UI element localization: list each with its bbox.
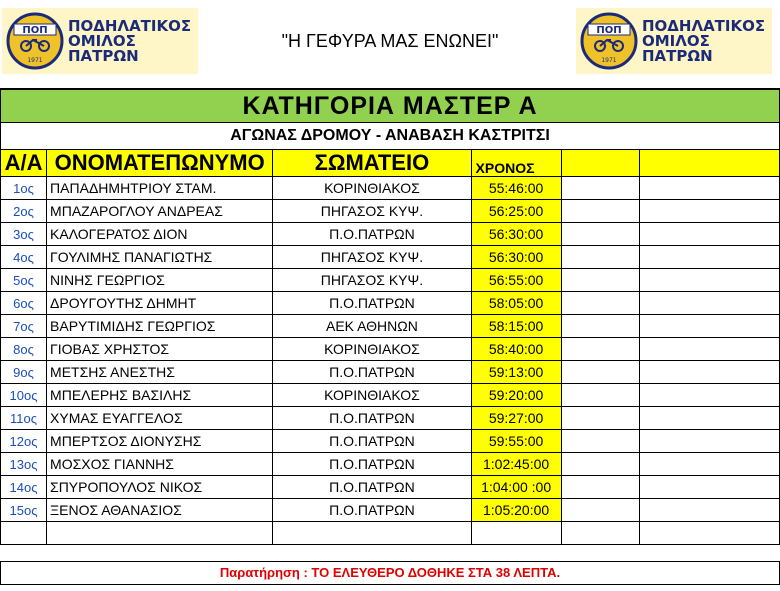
club-cell: ΚΟΡΙΝΘΙΑΚΟΣ (273, 384, 471, 407)
blank-cell (639, 476, 779, 499)
blank-cell (561, 522, 639, 545)
table-row (1, 407, 780, 430)
club-cell: ΚΟΡΙΝΘΙΑΚΟΣ (273, 338, 471, 361)
logo-line-2: ΟΜΙΛΟΣ (642, 31, 710, 50)
blank-cell (1, 522, 47, 545)
name-cell: ΓΙΟΒΑΣ ΧΡΗΣΤΟΣ (47, 338, 273, 361)
blank-cell (639, 315, 779, 338)
club-cell: Π.Ο.ΠΑΤΡΩΝ (273, 476, 471, 499)
name-cell: ΠΑΠΑΔΗΜΗΤΡΙΟΥ ΣΤΑΜ. (47, 177, 273, 200)
time-cell: 59:13:00 (471, 361, 561, 384)
name-cell: ΜΠΕΛΕΡΗΣ ΒΑΣΙΛΗΣ (47, 384, 273, 407)
blank-cell (639, 200, 779, 223)
table-row (1, 499, 780, 522)
club-cell: ΚΟΡΙΝΘΙΑΚΟΣ (273, 177, 471, 200)
blank-cell (639, 407, 779, 430)
time-cell: 56:30:00 (471, 246, 561, 269)
club-cell: Π.Ο.ΠΑΤΡΩΝ (273, 223, 471, 246)
rank-cell: 5ος (1, 269, 47, 292)
name-cell: ΜΕΤΣΗΣ ΑΝΕΣΤΗΣ (47, 361, 273, 384)
name-cell: ΜΠΑΖΑΡΟΓΛΟΥ ΑΝΔΡΕΑΣ (47, 200, 273, 223)
club-cell: ΑΕΚ ΑΘΗΝΩΝ (273, 315, 471, 338)
table-row (1, 269, 780, 292)
table-row (1, 315, 780, 338)
column-header-blank (639, 150, 779, 177)
club-cell: Π.Ο.ΠΑΤΡΩΝ (273, 407, 471, 430)
blank-cell (47, 522, 273, 545)
name-cell: ΧΥΜΑΣ ΕΥΑΓΓΕΛΟΣ (47, 407, 273, 430)
rank-cell: 8ος (1, 338, 47, 361)
rank-cell: 6ος (1, 292, 47, 315)
rank-cell: 2ος (1, 200, 47, 223)
time-cell: 1:04:00 :00 (471, 476, 561, 499)
results-table (0, 88, 780, 545)
rank-cell: 7ος (1, 315, 47, 338)
logo-line-1: ΠΟΔΗΛΑΤΙΚΟΣ (68, 16, 192, 35)
logo-line-3: ΠΑΤΡΩΝ (68, 46, 139, 65)
time-cell: 1:05:20:00 (471, 499, 561, 522)
club-cell: Π.Ο.ΠΑΤΡΩΝ (273, 499, 471, 522)
table-row (1, 292, 780, 315)
category-title-row (1, 89, 780, 123)
blank-cell (561, 453, 639, 476)
time-cell: 59:20:00 (471, 384, 561, 407)
name-cell: ΜΠΕΡΤΣΟΣ ΔΙΟΝΥΣΗΣ (47, 430, 273, 453)
table-row (1, 246, 780, 269)
time-cell: 55:46:00 (471, 177, 561, 200)
badge-year: 1971 (601, 57, 617, 64)
name-cell: ΜΟΣΧΟΣ ΓΙΑΝΝΗΣ (47, 453, 273, 476)
time-cell: 56:55:00 (471, 269, 561, 292)
motto-text: "Η ΓΕΦΥΡΑ ΜΑΣ ΕΝΩΝΕΙ" (281, 31, 499, 51)
table-row (1, 453, 780, 476)
blank-cell (639, 361, 779, 384)
badge-year: 1971 (27, 57, 43, 64)
club-cell: ΠΗΓΑΣΟΣ ΚΥΨ. (273, 200, 471, 223)
name-cell: ΒΑΡΥΤΙΜΙΔΗΣ ΓΕΩΡΓΙΟΣ (47, 315, 273, 338)
name-cell: ΣΠΥΡΟΠΟΥΛΟΣ ΝΙΚΟΣ (47, 476, 273, 499)
race-title-row (1, 123, 780, 150)
rank-cell: 12ος (1, 430, 47, 453)
club-cell: ΠΗΓΑΣΟΣ ΚΥΨ. (273, 269, 471, 292)
blank-cell (561, 361, 639, 384)
blank-cell (561, 177, 639, 200)
blank-cell (561, 223, 639, 246)
blank-cell (639, 269, 779, 292)
blank-cell (639, 430, 779, 453)
race-title: ΑΓΩΝΑΣ ΔΡΟΜΟΥ - ΑΝΑΒΑΣΗ ΚΑΣΤΡΙΤΣΙ (1, 123, 780, 150)
table-row (1, 200, 780, 223)
name-cell: ΞΕΝΟΣ ΑΘΑΝΑΣΙΟΣ (47, 499, 273, 522)
name-cell: ΓΟΥΛΙΜΗΣ ΠΑΝΑΓΙΩΤΗΣ (47, 246, 273, 269)
blank-cell (639, 499, 779, 522)
blank-cell (273, 522, 471, 545)
blank-cell (639, 453, 779, 476)
column-header-row (1, 150, 780, 177)
blank-cell (639, 177, 779, 200)
badge-text: ΠΟΠ (22, 25, 48, 36)
logo-line-2: ΟΜΙΛΟΣ (68, 31, 136, 50)
name-cell: ΔΡΟΥΓΟΥΤΗΣ ΔΗΜΗΤ (47, 292, 273, 315)
blank-cell (561, 315, 639, 338)
time-cell: 59:27:00 (471, 407, 561, 430)
club-cell: Π.Ο.ΠΑΤΡΩΝ (273, 430, 471, 453)
badge-text: ΠΟΠ (596, 25, 622, 36)
rank-cell: 10ος (1, 384, 47, 407)
logo-line-1: ΠΟΔΗΛΑΤΙΚΟΣ (642, 16, 766, 35)
time-cell: 59:55:00 (471, 430, 561, 453)
time-cell: 58:15:00 (471, 315, 561, 338)
club-badge-icon (580, 12, 638, 70)
time-cell: 58:40:00 (471, 338, 561, 361)
blank-cell (639, 338, 779, 361)
table-row (1, 384, 780, 407)
table-row (1, 476, 780, 499)
blank-cell (639, 384, 779, 407)
category-title: ΚΑΤΗΓΟΡΙΑ ΜΑΣΤΕΡ Α (1, 89, 780, 123)
blank-cell (639, 522, 779, 545)
blank-cell (561, 476, 639, 499)
time-cell: 58:05:00 (471, 292, 561, 315)
blank-cell (561, 384, 639, 407)
rank-cell: 3ος (1, 223, 47, 246)
column-header-blank (561, 150, 639, 177)
table-row (1, 430, 780, 453)
club-cell: ΠΗΓΑΣΟΣ ΚΥΨ. (273, 246, 471, 269)
blank-cell (561, 246, 639, 269)
rank-cell: 15ος (1, 499, 47, 522)
column-header-rank: Α/Α (1, 150, 47, 177)
empty-row (1, 522, 780, 545)
table-row (1, 361, 780, 384)
time-cell: 56:30:00 (471, 223, 561, 246)
blank-cell (639, 246, 779, 269)
blank-cell (561, 430, 639, 453)
logo-line-3: ΠΑΤΡΩΝ (642, 46, 713, 65)
table-row (1, 223, 780, 246)
time-cell: 56:25:00 (471, 200, 561, 223)
club-logo-right (576, 8, 772, 74)
table-row (1, 177, 780, 200)
rank-cell: 1ος (1, 177, 47, 200)
club-cell: Π.Ο.ΠΑΤΡΩΝ (273, 292, 471, 315)
column-header-name: ΟΝΟΜΑΤΕΠΩΝΥΜΟ (47, 150, 273, 177)
rank-cell: 4ος (1, 246, 47, 269)
blank-cell (639, 292, 779, 315)
blank-cell (561, 499, 639, 522)
table-row (1, 338, 780, 361)
rank-cell: 13ος (1, 453, 47, 476)
remark-note: Παρατήρηση : ΤΟ ΕΛΕΥΘΕΡΟ ΔΟΘΗΚΕ ΣΤΑ 38 ΛΕΠΤΑ. (0, 561, 780, 585)
name-cell: ΝΙΝΗΣ ΓΕΩΡΓΙΟΣ (47, 269, 273, 292)
rank-cell: 11ος (1, 407, 47, 430)
column-header-club: ΣΩΜΑΤΕΙΟ (273, 150, 471, 177)
blank-cell (639, 223, 779, 246)
blank-cell (471, 522, 561, 545)
club-cell: Π.Ο.ΠΑΤΡΩΝ (273, 453, 471, 476)
blank-cell (561, 407, 639, 430)
rank-cell: 9ος (1, 361, 47, 384)
column-header-time: ΧΡΟΝΟΣ (471, 150, 561, 177)
blank-cell (561, 200, 639, 223)
rank-cell: 14ος (1, 476, 47, 499)
time-cell: 1:02:45:00 (471, 453, 561, 476)
blank-cell (561, 292, 639, 315)
blank-cell (561, 338, 639, 361)
name-cell: ΚΑΛΟΓΕΡΑΤΟΣ ΔΙΟΝ (47, 223, 273, 246)
club-cell: Π.Ο.ΠΑΤΡΩΝ (273, 361, 471, 384)
blank-cell (561, 269, 639, 292)
